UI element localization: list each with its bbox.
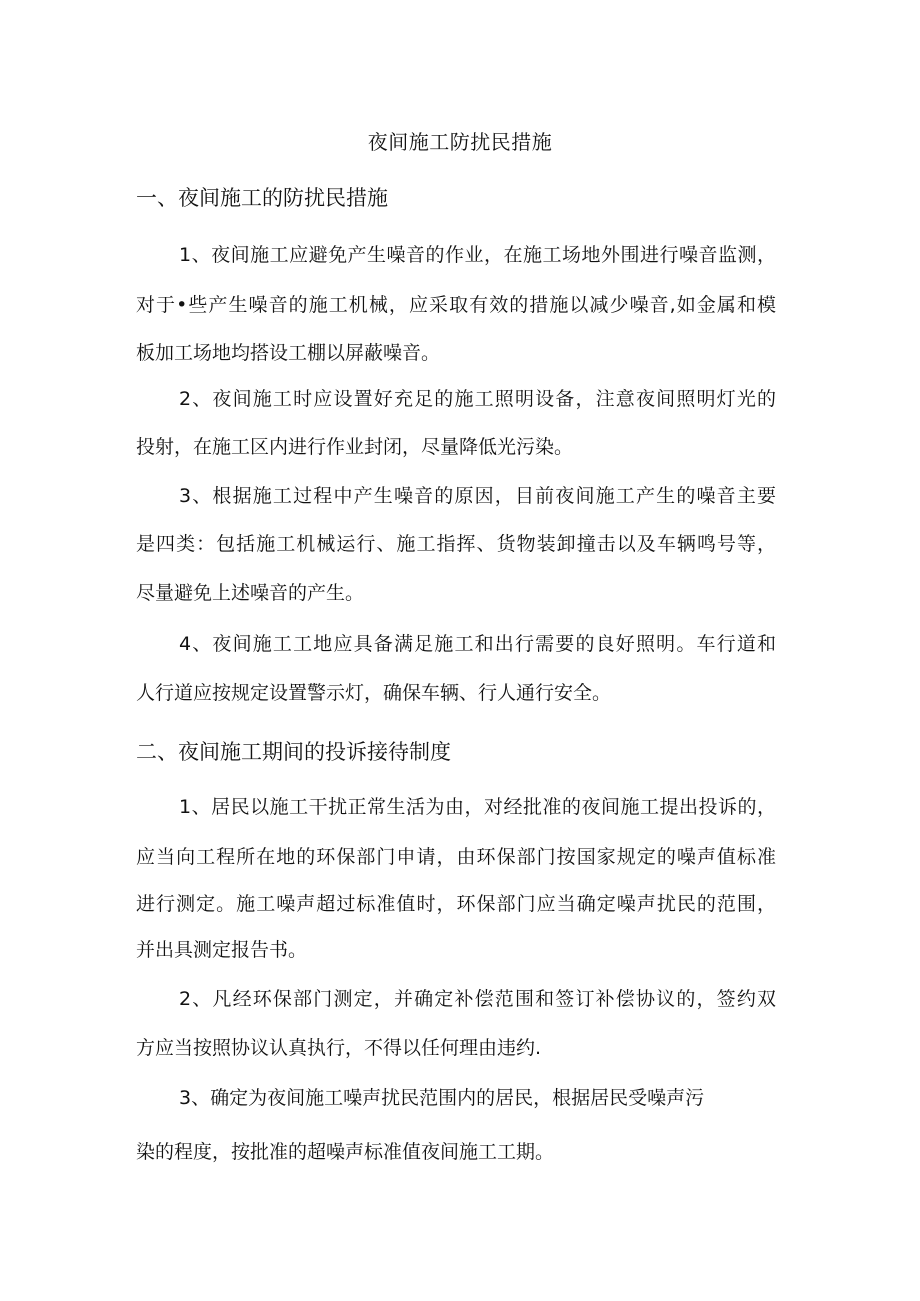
paragraph-line: 3、确定为夜间施工噪声扰民范围内的居民，根据居民受噪声污	[179, 1087, 705, 1109]
section-heading-1: 一、夜间施工的防扰民措施	[136, 186, 388, 210]
paragraph-line: 2、夜间施工时应设置好充足的施工照明设备，注意夜间照明灯光的	[179, 388, 776, 410]
paragraph-line: 1、居民以施工干扰正常生活为由，对经批准的夜间施工提出投诉的，	[179, 796, 776, 818]
paragraph-line: 2、凡经环保部门测定，并确定补偿范围和签订补偿协议的，签约双	[179, 988, 776, 1010]
section-heading-2: 二、夜间施工期间的投诉接待制度	[136, 740, 451, 764]
document-title: 夜间施工防扰民措施	[367, 130, 553, 154]
paragraph-line: 4、夜间施工工地应具备满足施工和出行需要的良好照明。车行道和	[179, 633, 776, 655]
paragraph-line: 尽量避免上述噪音的产生。	[136, 582, 365, 604]
paragraph-line: 并出具测定报告书。	[136, 939, 308, 961]
paragraph-line: 是四类：包括施工机械运行、施工指挥、货物装卸撞击以及车辆鸣号等，	[136, 533, 776, 555]
paragraph-line: 染的程度，按批准的超噪声标准值夜间施工工期。	[136, 1141, 555, 1163]
paragraph-line: 板加工场地均搭设工棚以屏蔽噪音。	[136, 342, 441, 364]
paragraph-line: 3、根据施工过程中产生噪音的原因，目前夜间施工产生的噪音主要	[179, 485, 776, 507]
paragraph-line: 1、夜间施工应避免产生噪音的作业，在施工场地外围进行噪音监测，	[179, 244, 776, 266]
paragraph-line: 应当向工程所在地的环保部门申请，由环保部门按国家规定的噪声值标准	[136, 846, 776, 868]
paragraph-line: 进行测定。施工噪声超过标准值时，环保部门应当确定噪声扰民的范围，	[136, 893, 776, 915]
paragraph-line: 投射，在施工区内进行作业封闭，尽量降低光污染。	[136, 436, 574, 458]
paragraph-line: 人行道应按规定设置警示灯，确保车辆、行人通行安全。	[136, 682, 612, 704]
paragraph-line: 对于•些产生噪音的施工机械，应采取有效的措施以减少噪音,如金属和模	[136, 294, 776, 316]
paragraph-line: 方应当按照协议认真执行，不得以任何理由违约.	[136, 1037, 542, 1059]
